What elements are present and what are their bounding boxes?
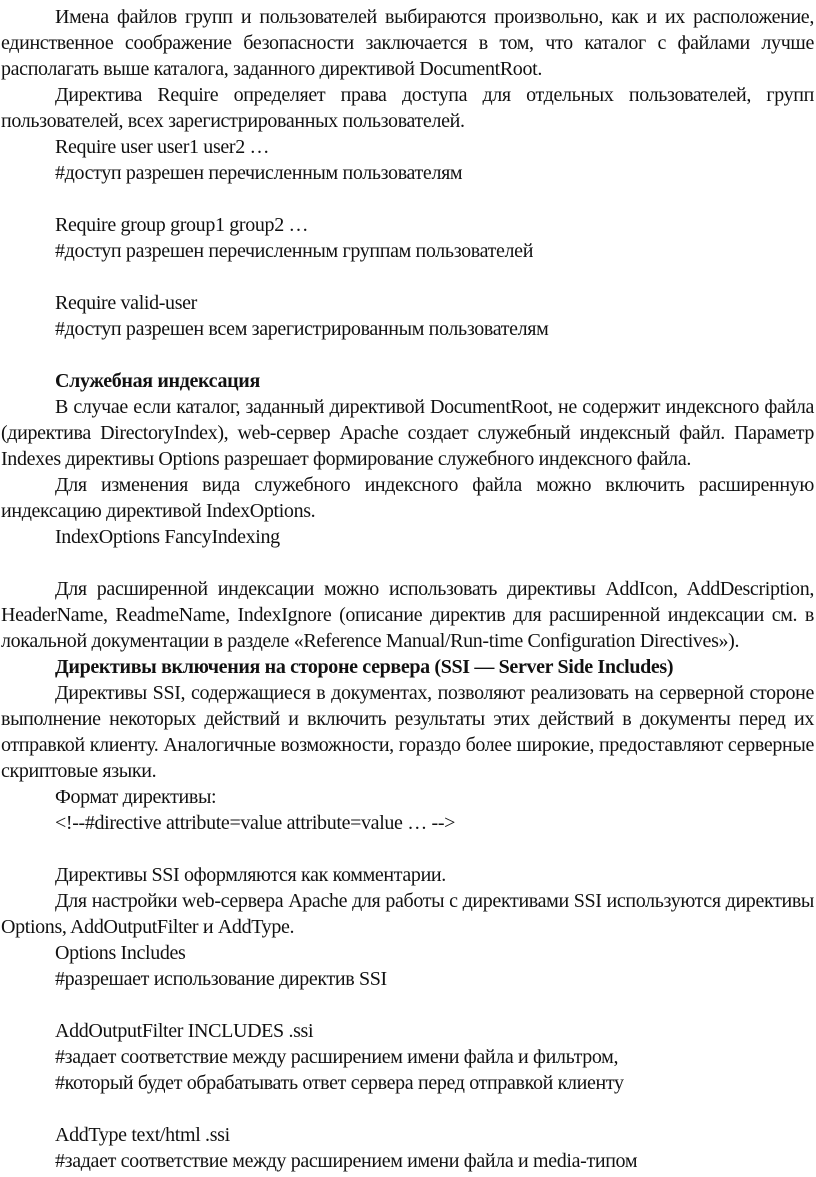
heading-indexing: Служебная индексация xyxy=(55,370,260,392)
comment-require-valid: #доступ разрешен всем зарегистрированным пользователям xyxy=(55,318,549,340)
label-format: Формат директивы: xyxy=(55,786,217,808)
code-addtype: AddType text/html .ssi xyxy=(55,1124,230,1146)
blank-line xyxy=(1,550,814,576)
comment-require-group: #доступ разрешен перечисленным группам пользователей xyxy=(55,240,534,262)
comment-addoutputfilter-1: #задает соответствие между расширением имени файла и фильтром, xyxy=(55,1046,619,1068)
code-format: <!--#directive attribute=value attribute=value … --> xyxy=(55,812,456,834)
paragraph-names: Имена файлов групп и пользователей выбираются произвольно, как и их расположение, единственное соображение безопасности заключается в том, что каталог с файлами лучше располагать выше каталога, заданного директивой DocumentRoot. xyxy=(1,6,814,80)
paragraph-ssi-1: Директивы SSI, содержащиеся в документах, позволяют реализовать на серверной стороне выполнение некоторых действий и включить результаты этих действий в документы перед их отправкой клиенту. Аналогичные возможности, гораздо более широкие, предоставляют серверные скриптовые языки. xyxy=(1,682,814,782)
paragraph-index-3: Для расширенной индексации можно использовать директивы AddIcon, AddDescription, HeaderName, ReadmeName, IndexIgnore (описание директив для расширенной индексации см. в локальной документации в разделе «Reference Manual/Run-time Configuration Directives»). xyxy=(1,578,814,652)
heading-ssi: Директивы включения на стороне сервера (SSI — Server Side Includes) xyxy=(55,656,674,678)
code-indexoptions: IndexOptions FancyIndexing xyxy=(55,526,280,548)
code-options-includes: Options Includes xyxy=(55,942,186,964)
paragraph-require: Директива Require определяет права доступа для отдельных пользователей, групп пользователей, всех зарегистрированных пользователей. xyxy=(1,84,814,132)
document-page xyxy=(0,4,816,1177)
comment-addtype: #задает соответствие между расширением имени файла и media-типом xyxy=(55,1150,638,1172)
code-require-group: Require group group1 group2 … xyxy=(55,214,309,236)
blank-line xyxy=(1,992,814,1018)
blank-line xyxy=(1,1096,814,1122)
code-addoutputfilter: AddOutputFilter INCLUDES .ssi xyxy=(55,1020,314,1042)
blank-line xyxy=(1,836,814,862)
paragraph-ssi-2: Директивы SSI оформляются как комментарии. xyxy=(55,864,446,886)
document-body xyxy=(1,4,814,1174)
blank-line xyxy=(1,186,814,212)
code-require-valid: Require valid-user xyxy=(55,292,197,314)
comment-require-user: #доступ разрешен перечисленным пользователям xyxy=(55,162,463,184)
paragraph-index-2: Для изменения вида служебного индексного файла можно включить расширенную индексацию директивой IndexOptions. xyxy=(1,474,814,522)
blank-line xyxy=(1,342,814,368)
code-require-user: Require user user1 user2 … xyxy=(55,136,270,158)
comment-addoutputfilter-2: #который будет обрабатывать ответ сервера перед отправкой клиенту xyxy=(55,1072,624,1094)
paragraph-ssi-3: Для настройки web-сервера Apache для работы с директивами SSI используются директивы Options, AddOutputFilter и AddType. xyxy=(1,890,814,938)
comment-options-includes: #разрешает использование директив SSI xyxy=(55,968,387,990)
paragraph-index-1: В случае если каталог, заданный директивой DocumentRoot, не содержит индексного файла (директива DirectoryIndex), web-сервер Apache создает служебный индексный файл. Параметр Indexes директивы Options разрешает формирование служебного индексного файла. xyxy=(1,396,814,470)
blank-line xyxy=(1,264,814,290)
